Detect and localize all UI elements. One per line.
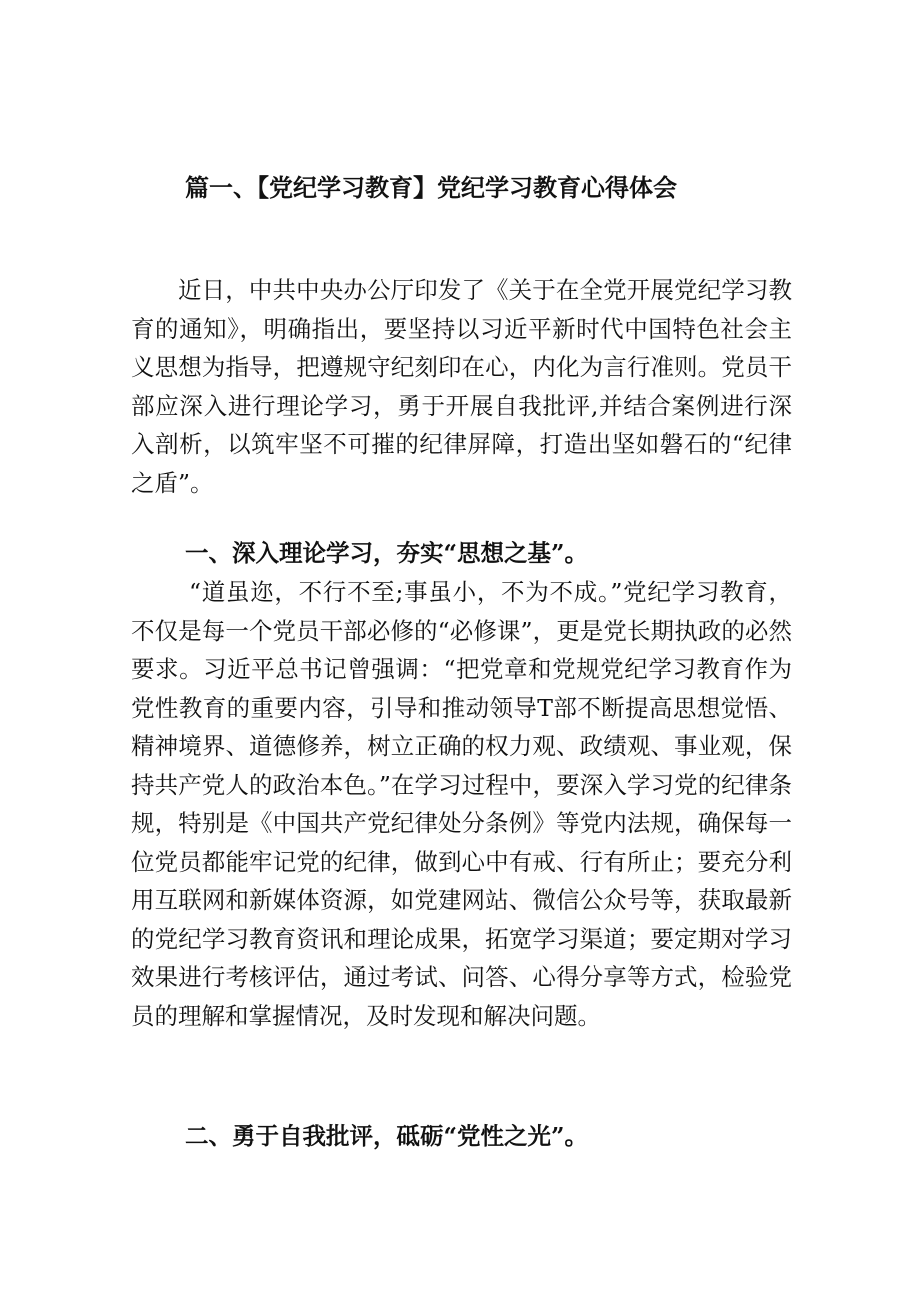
section-heading-1: 一、深入理论学习，夯实“思想之基”。 [185, 539, 589, 567]
document-title: 篇一、【党纪学习教育】党纪学习教育心得体会 [185, 173, 677, 202]
section-heading-2: 二、勇于自我批评，砥砺“党性之光”。 [185, 1122, 589, 1150]
paragraph-intro: 近日，中共中央办公厅印发了《关于在全党开展党纪学习教育的通知》，明确指出，要坚持以习近平新时代中国特色社会主义思想为指导，把遵规守纪刻印在心，内化为言行准则。党员干部应深入进行理论学习，勇于开展自我批评,并结合案例进行深入剖析，以筑牢坚不可摧的纪律屏障，打造出坚如磐石的“纪律之盾”。 [131, 276, 792, 497]
paragraph-section-1: “道虽迩，不行不至;事虽小，不为不成。”党纪学习教育，不仅是每一个党员干部必修的“必修课”，更是党长期执政的必然要求。习近平总书记曾强调：“把党章和党规党纪学习教育作为党性教育的重要内容，引导和推动领导T部不断提高思想觉悟、精神境界、道德修养，树立正确的权力观、政绩观、事业观，保持共产党人的政治本色。”在学习过程中，要深入学习党的纪律条规，特别是《中国共产党纪律处分条例》等党内法规，确保每一位党员都能牢记党的纪律，做到心中有戒、行有所止；要充分利用互联网和新媒体资源，如党建网站、微信公众号等，获取最新的党纪学习教育资讯和理论成果，拓宽学习渠道；要定期对学习效果进行考核评估，通过考试、问答、心得分享等方式，检验党员的理解和掌握情况，及时发现和解决问题。 [131, 578, 792, 1030]
